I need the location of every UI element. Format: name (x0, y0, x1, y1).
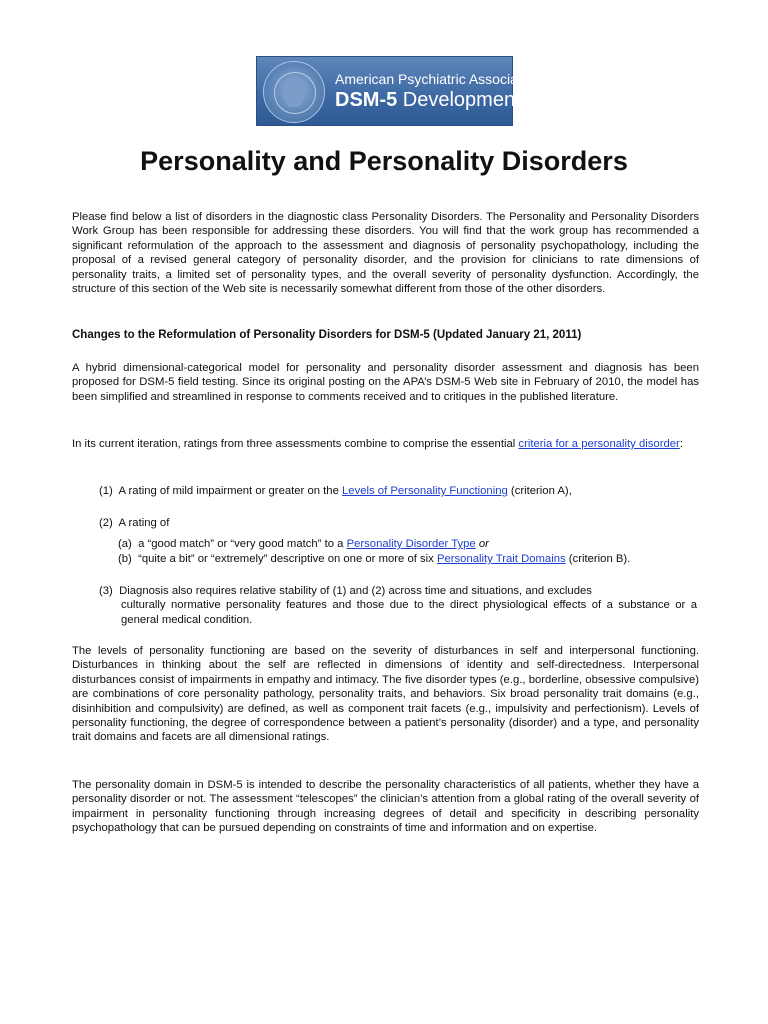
criterion-item-2: (2) A rating of (99, 517, 170, 529)
trait-domains-link[interactable]: Personality Trait Domains (436, 553, 566, 565)
criteria-link[interactable]: criteria for a personality disorder (518, 438, 680, 450)
intro-paragraph: Please find below a list of disorders in the diagnostic class Personality Disorders. The Personality and Personality Disorders Work Group has been responsible for addressing these disorders. You will find that the work group has recommended a significant reformulation of the approach to the assessment and diagnosis of personality psychopathology, including the proposal of a revised general category of personality disorder, and the provision for clinicians to rate dimensions of personality traits, a limited set of personality types, and the overall severity of personality dysfunction. Accordingly, the structure of this section of the Web site is necessarily somewhat different from those of the other disorders. (72, 211, 699, 296)
section-heading: Changes to the Reformulation of Personality Disorders for DSM-5 (Updated January 21, 2011) (72, 329, 582, 341)
criterion-item-2b: (b) “quite a bit” or “extremely” descriptive on one or more of six Personality Trait Domains (criterion B). (118, 553, 631, 565)
criterion-item-1: (1) A rating of mild impairment or greater on the Levels of Personality Functioning (criterion A), (99, 485, 572, 497)
logo-product: DSM-5 Development (335, 89, 521, 111)
page-title: Personality and Personality Disorders (140, 146, 628, 176)
apa-dsm5-logo (256, 56, 541, 126)
disorder-type-link[interactable]: Personality Disorder Type (346, 538, 476, 550)
hybrid-model-paragraph: A hybrid dimensional-categorical model for personality and personality disorder assessment and diagnosis has been proposed for DSM-5 field testing. Since its original posting on the APA’s DSM-5 Web site in February of 2010, the model has been simplified and streamlined in response to comments received and to critiques in the published literature. (72, 362, 699, 403)
criterion-item-2a: (a) a “good match” or “very good match” to a Personality Disorder Type or (118, 538, 489, 550)
domain-paragraph: The personality domain in DSM-5 is intended to describe the personality characteristics of all patients, whether they have a personality disorder or not. The assessment “telescopes” the clinician’s attention from a global rating of the overall severity of impairment in personality functioning through increasing degrees of detail and specificity in describing personality psychopathology that can be pursued depending on constraints of time and information and on expertise. (72, 779, 699, 835)
criterion-item-3: (3) Diagnosis also requires relative stability of (1) and (2) across time and situations, and excludes culturally normative personality features and those due to the direct physiological effects of a substance or a general medical condition. (99, 585, 697, 626)
apa-seal-icon (263, 61, 325, 123)
levels-of-functioning-link[interactable]: Levels of Personality Functioning (342, 485, 508, 497)
current-iteration-paragraph: In its current iteration, ratings from three assessments combine to comprise the essential criteria for a personality disorder: (72, 438, 683, 450)
levels-paragraph: The levels of personality functioning are based on the severity of disturbances in self and interpersonal functioning. Disturbances in thinking about the self are reflected in dimensions of identity and self-directedness. Interpersonal disturbances consist of impairments in empathy and intimacy. The five disorder types (e.g., borderline, obsessive compulsive) are combinations of core personality pathology, personality traits, and behaviors. Six broad personality trait domains (e.g., disinhibition and compulsivity) are defined, as well as component trait facets (e.g., impulsivity and perfectionism). Levels of personality functioning, the degree of correspondence between a patient’s personality (disorder) and a type, and personality trait domains and facets are all dimensional ratings. (72, 645, 699, 744)
logo-organization: American Psychiatric Association (335, 71, 541, 87)
